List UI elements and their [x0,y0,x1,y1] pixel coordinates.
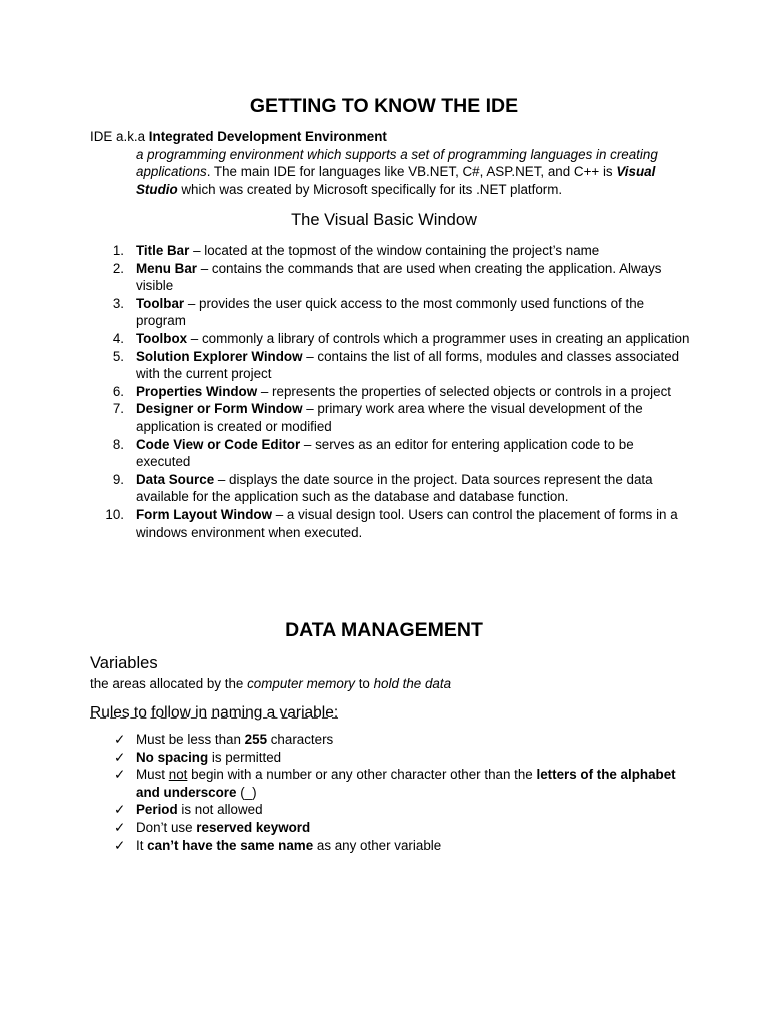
item-description: – contains the list of all forms, modules and classes associated with the current project [136,348,680,382]
item-term: Properties Window [136,383,258,399]
item-description: – serves as an editor for entering application code to be executed [136,436,634,470]
rule-emphasis: No spacing [136,749,209,765]
item-term: Form Layout Window [136,506,273,522]
subtitle-visual-basic-window: The Visual Basic Window [291,211,477,229]
var-def-c: to [354,676,374,691]
ide-prefix: IDE a.k.a [90,129,149,144]
window-part-item [90,506,690,541]
item-term: Menu Bar [136,260,198,276]
item-description: – primary work area where the visual development of the application is created or modified [136,401,643,434]
rule-text-2: begin with a number or any other character other than the [187,767,537,783]
ide-description-end: which was created by Microsoft specifically for its .NET platform. [177,181,563,197]
rule-text: Must be less than [136,732,245,747]
naming-rule-item [90,837,690,855]
item-term: Toolbox [136,330,188,346]
window-part-item [90,242,690,260]
rule-emphasis: 255 [244,732,268,747]
rule-text-end: as any other variable [313,837,442,853]
item-description: – contains the commands that are used when creating the application. Always visible [136,260,662,294]
item-number: 8. [112,436,124,452]
item-term: Code View or Code Editor [136,436,301,452]
item-term: Toolbar [136,295,185,311]
rule-text-end: is permitted [208,749,282,765]
item-number: 2. [112,260,124,276]
naming-rules-list [90,731,690,854]
ide-description [90,146,686,199]
window-part-item [90,330,690,348]
visual-studio-term: Visual Studio [136,164,656,197]
naming-rule-item [90,749,690,767]
ide-description-rest: . The main IDE for languages like VB.NET, C#, ASP.NET, and C++ is [206,164,617,180]
var-def-a: the areas allocated by the [90,676,248,691]
var-def-b: computer memory [247,676,355,691]
var-def-d: hold the data [373,676,452,691]
naming-rule-item [90,766,690,801]
item-term: Title Bar [136,243,190,258]
rule-emphasis: letters of the alphabet and underscore [136,767,676,800]
ide-definition [90,128,686,198]
item-number: 9. [112,471,124,487]
section-title-data-management: DATA MANAGEMENT [285,619,483,641]
window-parts-list [90,242,690,541]
ide-line [90,128,686,146]
item-term: Data Source [136,471,215,487]
item-number: 6. [112,383,124,399]
window-part-item [90,436,690,471]
window-part-item [90,260,690,295]
item-description: – provides the user quick access to the most commonly used functions of the program [136,295,645,329]
window-part-item [90,471,690,506]
naming-rule-item [90,731,690,749]
ide-description-italic: a programming environment which supports a set of programming languages in creating applications [136,146,658,180]
item-number: 1. [112,243,124,258]
item-description: – a visual design tool. Users can control the placement of forms in a windows environment when executed. [136,506,678,540]
rule-text-end: (_) [236,784,257,800]
rule-text-end: is not allowed [177,802,263,818]
item-number: 4. [112,330,124,346]
item-description: – commonly a library of controls which a programmer uses in creating an application [187,330,690,346]
item-description: – displays the date source in the project. Data sources represent the data available for the application such as the database and database function. [136,471,653,505]
checkmark-icon: ✓ [114,802,126,818]
rules-heading: Rules to follow in naming a variable: [90,704,339,721]
ide-term: Integrated Development Environment [148,129,387,144]
item-number: 3. [112,295,124,311]
variables-definition [90,675,686,693]
item-number: 7. [112,401,124,417]
naming-rule-item [90,819,690,837]
checkmark-icon: ✓ [114,819,126,835]
window-part-item [90,400,690,435]
rule-emphasis: can’t have the same name [147,837,314,853]
item-term: Designer or Form Window [136,401,303,417]
rule-text: It [136,837,148,853]
checkmark-icon: ✓ [114,749,126,765]
rule-emphasis: reserved keyword [196,819,311,835]
item-number: 5. [112,348,124,364]
rule-emphasis: Period [136,802,178,818]
checkmark-icon: ✓ [114,837,126,853]
checkmark-icon: ✓ [114,767,126,783]
item-number: 10. [105,506,124,522]
rule-text-end: characters [267,732,334,747]
naming-rule-item [90,801,690,819]
window-part-item [90,383,690,401]
window-part-item [90,295,690,330]
item-description: – represents the properties of selected objects or controls in a project [257,383,671,399]
item-description: – located at the topmost of the window containing the project’s name [189,243,600,258]
rule-text: Must [136,767,169,783]
checkmark-icon: ✓ [114,732,126,747]
variables-heading: Variables [90,654,158,672]
window-part-item [90,348,690,383]
rule-underlined: not [168,767,188,783]
item-term: Solution Explorer Window [136,348,303,364]
rule-text: Don’t use [136,819,197,835]
section-title-ide: GETTING TO KNOW THE IDE [249,95,519,117]
